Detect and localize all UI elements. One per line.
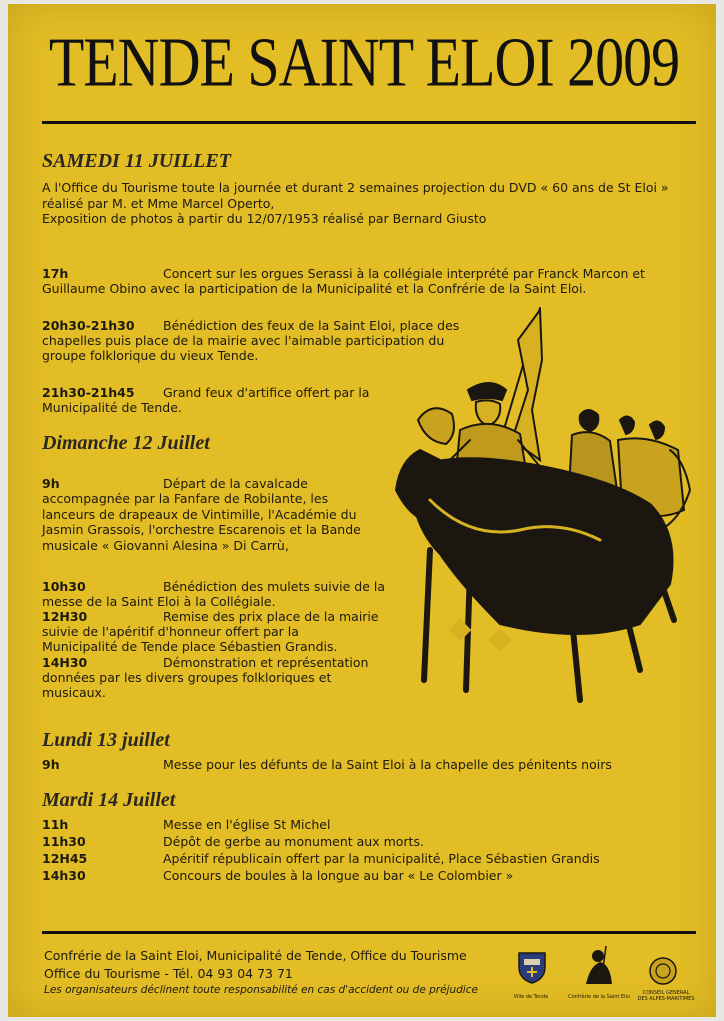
event-time: 14h30	[42, 868, 86, 883]
event-description-line: accompagnée par la Fanfare de Robilante, les	[42, 491, 329, 506]
header-rule	[42, 121, 696, 124]
event-description: Messe pour les défunts de la Saint Eloi à la chapelle des pénitents noirs	[163, 757, 612, 772]
event-time: 10h30	[42, 579, 86, 594]
event-description-line: Jasmin Grassois, l'orchestre Escarenois et la Bande	[42, 522, 361, 537]
event-time: 14H30	[42, 655, 88, 670]
event-time: 12H45	[42, 851, 88, 866]
event-description: Apéritif républicain offert par la municipalité, Place Sébastien Grandis	[163, 851, 600, 866]
event-time: 12H30	[42, 609, 88, 624]
event-description-line: lanceurs de drapeaux de Vintimille, l'Académie du	[42, 506, 357, 522]
event-time: 17h	[42, 266, 69, 281]
event-description: Concours de boules à la longue au bar « Le Colombier »	[163, 868, 514, 883]
event-description: groupe folklorique du vieux Tende.	[42, 348, 259, 363]
event-description: chapelles puis place de la mairie avec l'aimable participation du	[42, 333, 445, 348]
event-time: 21h30-21h45	[42, 385, 135, 400]
phone-line: Office du Tourisme - Tél. 04 93 04 73 71	[44, 966, 293, 981]
event-time: 11h	[42, 817, 69, 832]
event-description: messe de la Saint Eloi à la Collégiale.	[42, 594, 276, 609]
event-description: Bénédiction des mulets suivie de la	[163, 579, 386, 594]
samedi-intro-line: A l'Office du Tourisme toute la journée et durant 2 semaines projection du DVD « 60 ans de St Eloi »	[42, 180, 669, 195]
heading-mardi: Mardi 14 Juillet	[42, 789, 176, 811]
event-time: 11h30	[42, 834, 86, 849]
event-time: 20h30-21h30	[42, 318, 135, 333]
event-description: Messe en l'église St Michel	[163, 817, 331, 832]
event-description: Bénédiction des feux de la Saint Eloi, place des	[163, 318, 460, 333]
footer-rule	[42, 931, 696, 934]
event-description: Remise des prix place de la mairie	[163, 609, 379, 624]
tende-coat-of-arms-icon	[516, 949, 548, 985]
disclaimer-line: Les organisateurs déclinent toute responsabilité en cas d'accident ou de préjudice	[44, 984, 478, 996]
heading-samedi: SAMEDI 11 JUILLET	[42, 150, 231, 172]
logo-caption: DES ALPES-MARITIMES	[637, 996, 695, 1002]
logo-caption: Ville de Tende	[513, 994, 549, 1000]
samedi-intro-line: Exposition de photos à partir du 12/07/1953 réalisé par Bernard Giusto	[42, 211, 487, 226]
logo-caption: CONSEIL GENERAL	[642, 990, 690, 996]
event-description: Dépôt de gerbe au monument aux morts.	[163, 834, 424, 849]
event-description: Concert sur les orgues Serassi à la collégiale interprété par Franck Marcon et	[163, 266, 645, 281]
conseil-general-seal-icon	[648, 956, 678, 986]
event-description: Démonstration et représentation	[163, 655, 369, 670]
heading-lundi: Lundi 13 juillet	[42, 729, 170, 751]
event-description: Guillaume Obino avec la participation de la Municipalité et la Confrérie de la Saint Eloi.	[42, 281, 587, 296]
event-description: suivie de l'apéritif d'honneur offert par la	[42, 624, 299, 639]
poster-title: TENDE SAINT ELOI 2009	[48, 23, 680, 102]
event-description: Départ de la cavalcade	[163, 476, 308, 491]
event-description: Grand feux d'artifice offert par la	[163, 385, 370, 400]
samedi-intro	[42, 180, 669, 227]
saint-eloi-procession-icon	[580, 944, 616, 988]
event-description: Municipalité de Tende place Sébastien Grandis.	[42, 639, 338, 654]
event-description: musicaux.	[42, 685, 106, 700]
samedi-intro-line: réalisé par M. et Mme Marcel Operto,	[42, 195, 275, 211]
organizers-line: Confrérie de la Saint Eloi, Municipalité de Tende, Office du Tourisme	[44, 948, 467, 963]
event-time: 9h	[42, 757, 60, 772]
event-time: 9h	[42, 476, 60, 491]
event-poster	[8, 4, 716, 1017]
event-description: données par les divers groupes folkloriques et	[42, 670, 332, 685]
logo-caption: Confrérie de la Saint Eloi	[568, 994, 630, 1000]
mule-procession-illustration	[390, 300, 710, 720]
event-description	[42, 491, 361, 553]
heading-dimanche: Dimanche 12 Juillet	[42, 432, 210, 454]
event-description-line: musicale « Giovanni Alesina » Di Carrù,	[42, 537, 289, 553]
event-description: Municipalité de Tende.	[42, 400, 182, 415]
